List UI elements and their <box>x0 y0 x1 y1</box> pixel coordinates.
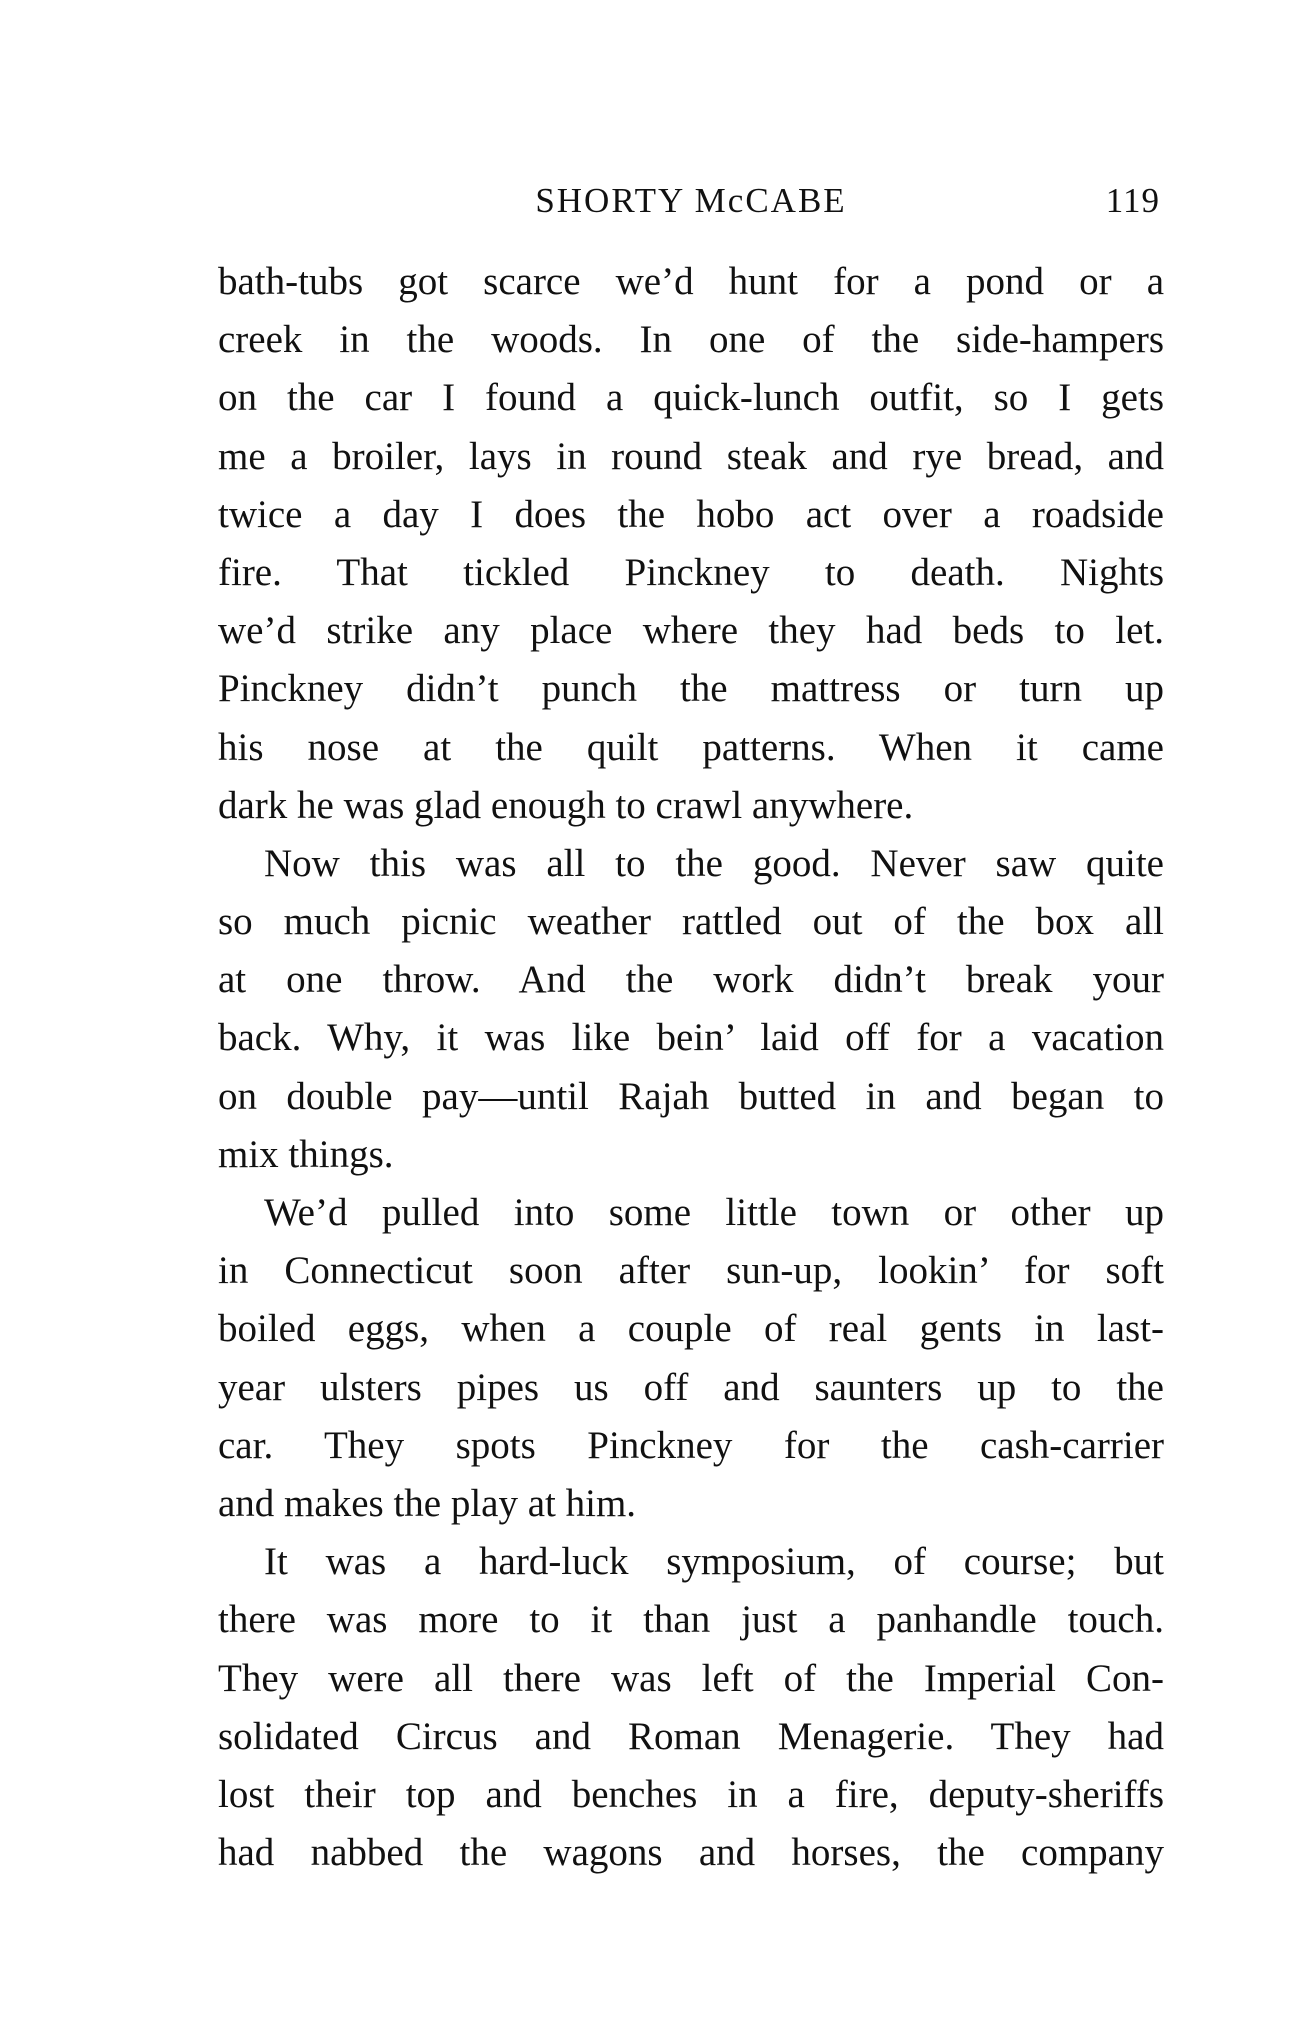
running-head: SHORTY McCABE <box>535 181 847 220</box>
paragraph <box>218 253 1164 835</box>
text-line: so much picnic weather rattled out of the box all <box>218 900 1164 944</box>
body-text <box>218 253 1164 1882</box>
text-line: at one throw. And the work didn’t break your <box>218 958 1164 1002</box>
text-line: They were all there was left of the Imperial Con- <box>218 1656 1164 1700</box>
page-number: 119 <box>1105 181 1160 220</box>
text-line: year ulsters pipes us off and saunters up to the <box>218 1365 1164 1409</box>
text-line: fire. That tickled Pinckney to death. Nights <box>218 550 1164 594</box>
text-line: twice a day I does the hobo act over a roadside <box>218 492 1164 536</box>
text-line: lost their top and benches in a fire, deputy-sheriffs <box>218 1772 1164 1816</box>
text-line: We’d pulled into some little town or other up <box>264 1191 1164 1234</box>
text-line: me a broiler, lays in round steak and rye bread, and <box>218 434 1164 478</box>
text-line: and makes the play at him. <box>218 1481 637 1525</box>
text-line: Pinckney didn’t punch the mattress or turn up <box>218 667 1164 711</box>
text-line: his nose at the quilt patterns. When it came <box>218 725 1164 769</box>
text-line: there was more to it than just a panhandle touch. <box>218 1598 1164 1642</box>
text-line: mix things. <box>218 1132 394 1176</box>
text-line: on the car I found a quick-lunch outfit, so I gets <box>218 376 1164 420</box>
text-line: boiled eggs, when a couple of real gents in last- <box>218 1307 1164 1351</box>
page-header <box>218 176 1164 226</box>
paragraph <box>218 1184 1164 1533</box>
text-line: bath-tubs got scarce we’d hunt for a pond or a <box>218 260 1164 303</box>
text-line: car. They spots Pinckney for the cash-carrier <box>218 1423 1164 1467</box>
text-line: solidated Circus and Roman Menagerie. They had <box>218 1714 1164 1758</box>
text-line: It was a hard-luck symposium, of course; but <box>264 1540 1164 1584</box>
text-line: creek in the woods. In one of the side-hampers <box>218 318 1164 362</box>
paragraph <box>218 1533 1164 1882</box>
text-line: Now this was all to the good. Never saw quite <box>264 841 1164 885</box>
text-line: back. Why, it was like bein’ laid off for a vacation <box>218 1016 1164 1060</box>
text-line: in Connecticut soon after sun-up, lookin’ for soft <box>218 1249 1164 1293</box>
text-line: we’d strike any place where they had beds to let. <box>218 609 1164 653</box>
text-line: dark he was glad enough to crawl anywhere. <box>218 783 914 827</box>
paragraph <box>218 835 1164 1184</box>
text-line: had nabbed the wagons and horses, the company <box>218 1831 1164 1875</box>
text-line: on double pay—until Rajah butted in and began to <box>218 1074 1164 1118</box>
